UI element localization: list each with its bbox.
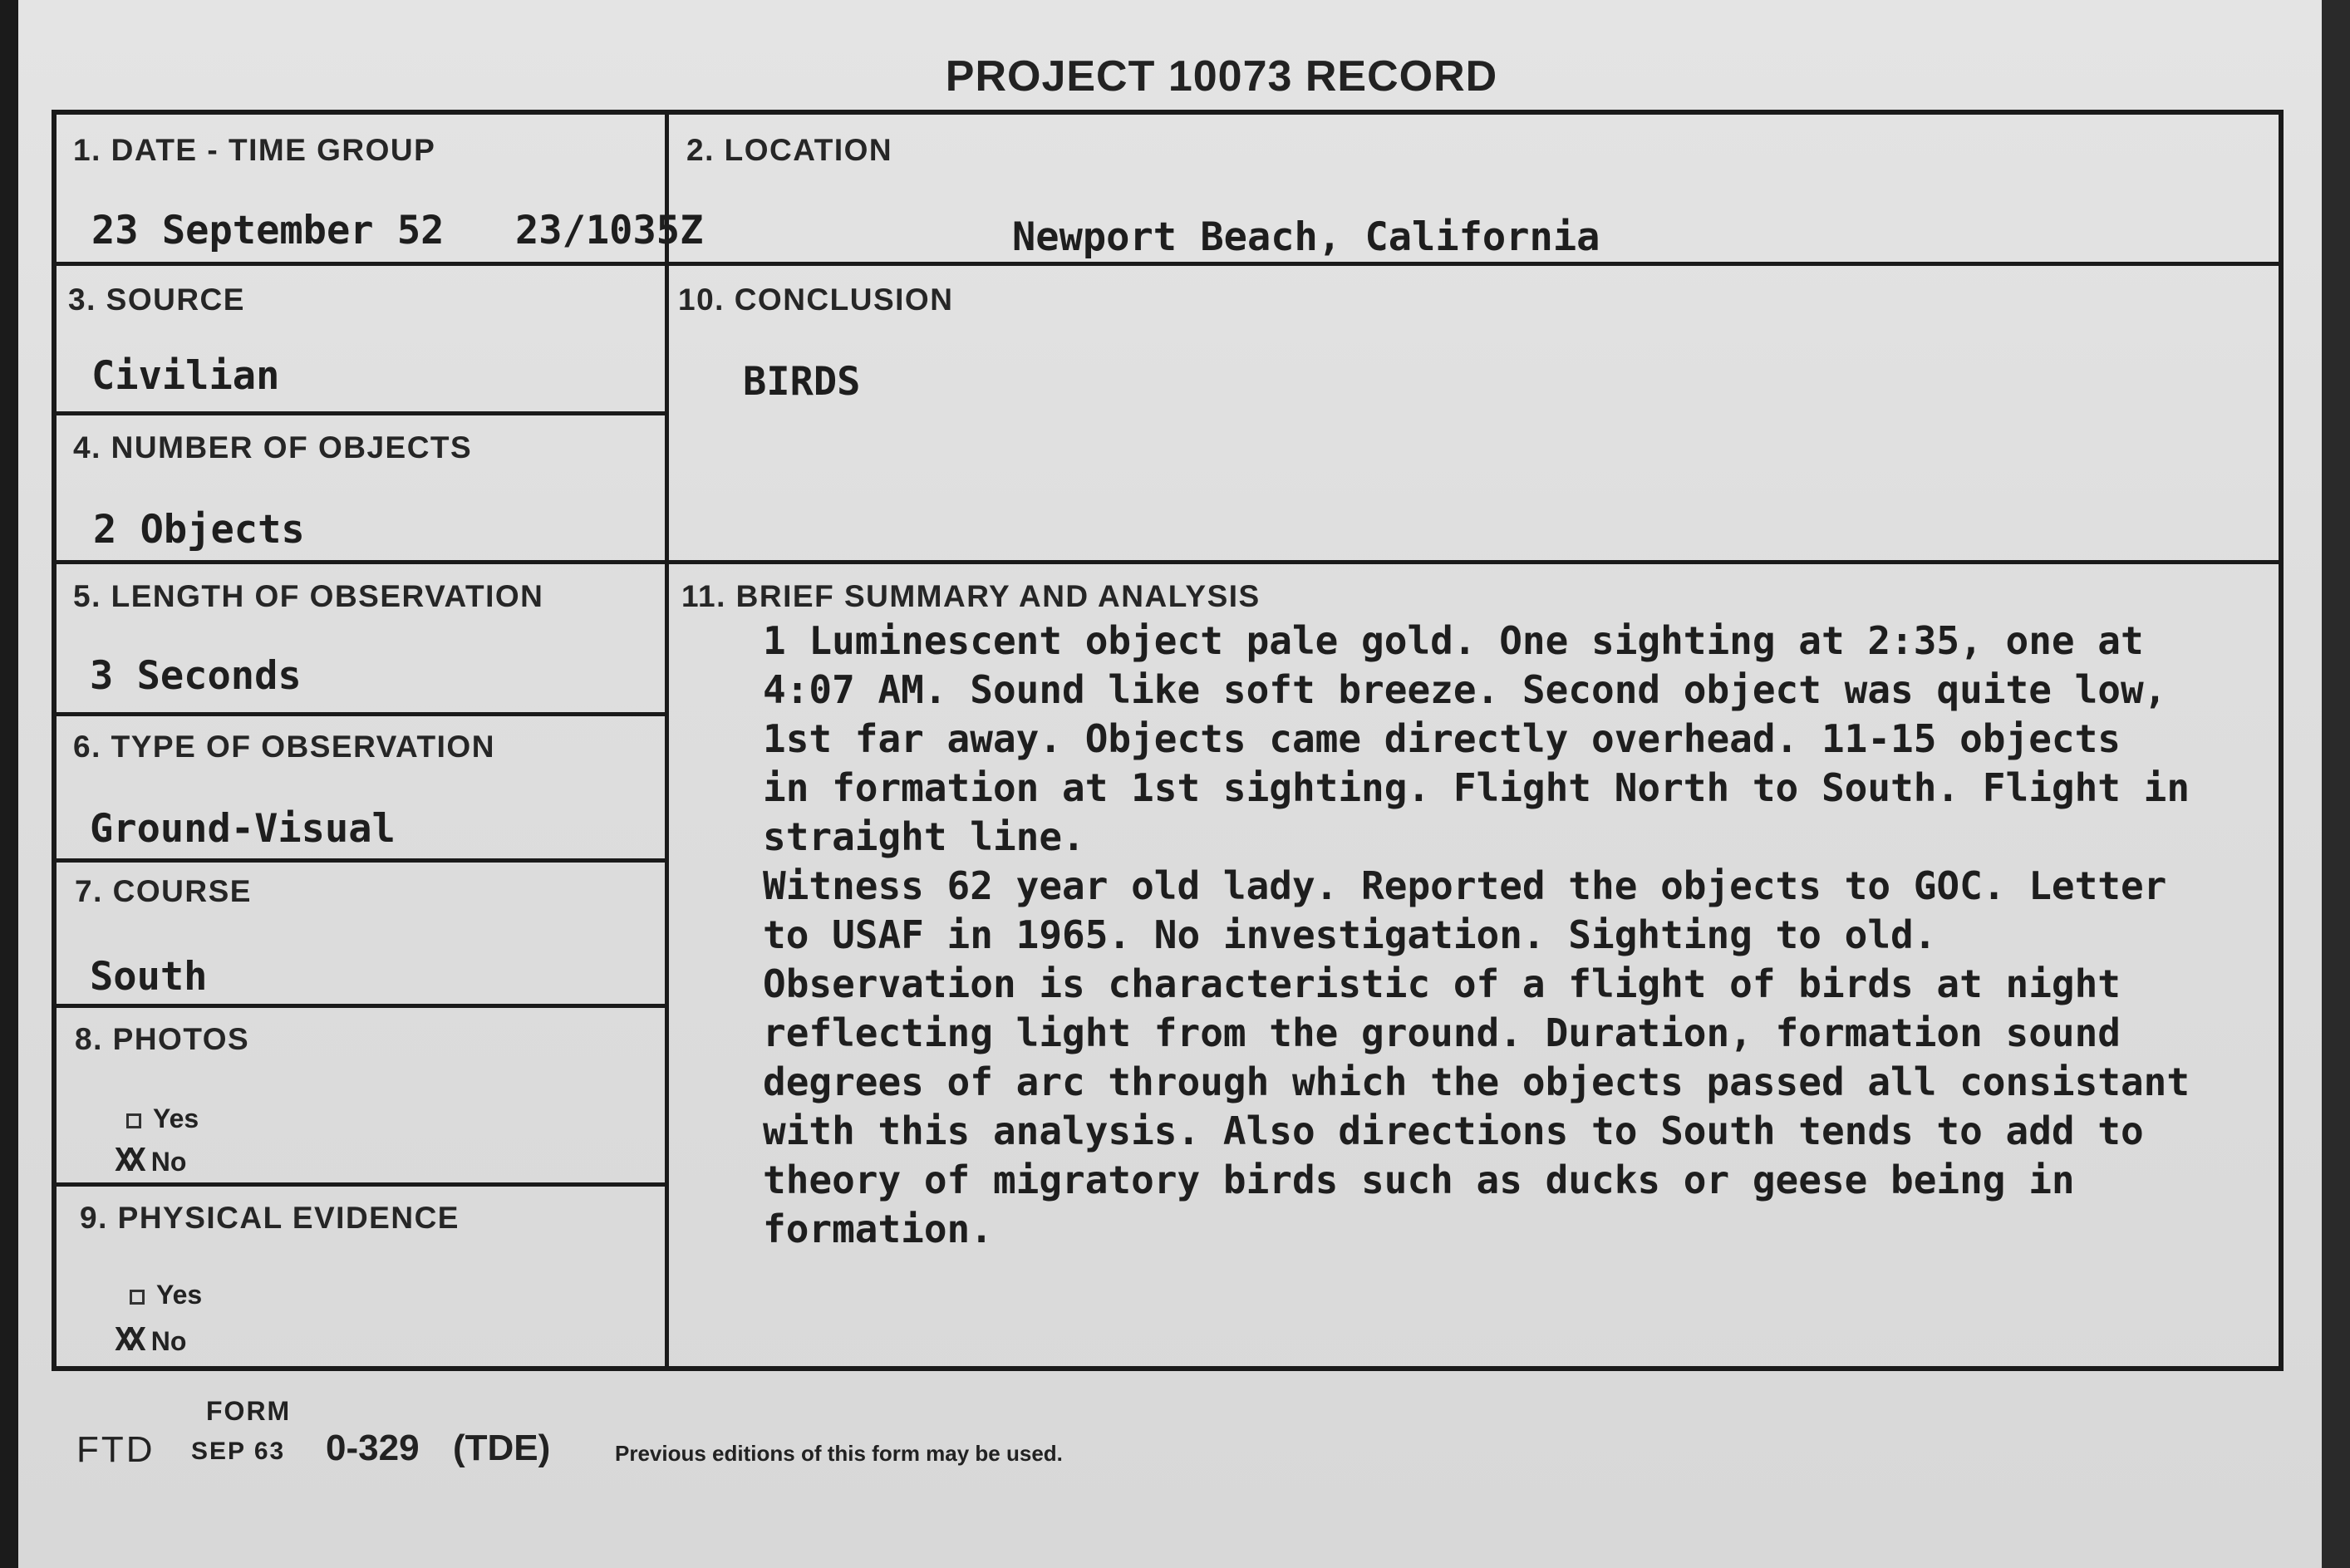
typed-x-mark: XX (115, 1321, 140, 1358)
row-divider-source (52, 411, 666, 415)
number-of-objects-value: 2 Objects (93, 507, 305, 553)
form-word: FORM (206, 1396, 292, 1426)
physical-evidence-label: 9. PHYSICAL EVIDENCE (80, 1201, 460, 1235)
summary-line: 1 Luminescent object pale gold. One sighting at 2:35, one at (763, 618, 2144, 663)
type-of-observation-label: 6. TYPE OF OBSERVATION (73, 730, 495, 764)
row-divider-type (52, 858, 666, 863)
source-label: 3. SOURCE (68, 283, 245, 317)
scan-edge-right (2322, 0, 2350, 1568)
evidence-no-option[interactable] (115, 1321, 186, 1358)
summary-line: Observation is characteristic of a flight of birds at night (763, 961, 2121, 1006)
checkbox-icon (130, 1290, 145, 1305)
course-label: 7. COURSE (75, 874, 252, 908)
scan-edge-left (0, 0, 18, 1568)
typed-x-mark: XX (115, 1142, 140, 1178)
form-title: PROJECT 10073 RECORD (945, 52, 1498, 101)
form-ftd: FTD (76, 1429, 155, 1470)
summary-line: in formation at 1st sighting. Flight North to South. Flight in (763, 765, 2190, 810)
summary-line: straight line. (763, 814, 1085, 859)
evidence-yes-option[interactable] (130, 1280, 202, 1310)
number-of-objects-label: 4. NUMBER OF OBJECTS (73, 430, 473, 465)
summary-line: degrees of arc through which the objects passed all consistant (763, 1059, 2190, 1104)
summary-line: 1st far away. Objects came directly overhead. 11-15 objects (763, 716, 2121, 761)
type-of-observation-value: Ground-Visual (90, 806, 396, 852)
source-value: Civilian (91, 353, 280, 399)
row-divider-date (52, 262, 2284, 266)
form-date: SEP 63 (191, 1438, 286, 1465)
photos-yes-option[interactable] (126, 1103, 199, 1134)
photos-no-option[interactable] (115, 1142, 186, 1178)
course-value: South (90, 954, 208, 1000)
row-divider-photos (52, 1182, 666, 1187)
row-divider-course (52, 1004, 666, 1008)
time-value: 23/1035Z (515, 208, 704, 253)
form-number: 0-329 (326, 1428, 420, 1468)
location-label: 2. LOCATION (686, 133, 893, 167)
photos-no-label: No (150, 1147, 187, 1177)
summary-line: reflecting light from the ground. Duration, formation sound (763, 1010, 2121, 1055)
row-divider-length (52, 712, 666, 716)
date-value: 23 September 52 (91, 208, 445, 253)
conclusion-value: BIRDS (743, 359, 861, 405)
evidence-no-label: No (150, 1326, 187, 1356)
location-value: Newport Beach, California (1012, 214, 1600, 260)
summary-line: formation. (763, 1207, 993, 1251)
evidence-yes-label: Yes (156, 1280, 203, 1310)
summary-line: Witness 62 year old lady. Reported the objects to GOC. Letter (763, 863, 2167, 908)
form-code: (TDE) (453, 1428, 551, 1468)
summary-line: theory of migratory birds such as ducks or geese being in (763, 1158, 2075, 1202)
date-time-label: 1. DATE - TIME GROUP (73, 133, 436, 167)
form-footnote: Previous editions of this form may be used. (615, 1441, 1063, 1466)
row-divider-number (52, 560, 2284, 564)
summary-text (763, 617, 2284, 1254)
checkbox-icon (126, 1113, 141, 1128)
length-value: 3 Seconds (90, 653, 302, 699)
summary-line: 4:07 AM. Sound like soft breeze. Second object was quite low, (763, 667, 2167, 712)
conclusion-label: 10. CONCLUSION (678, 283, 954, 317)
summary-label: 11. BRIEF SUMMARY AND ANALYSIS (681, 579, 1261, 613)
photos-yes-label: Yes (153, 1103, 199, 1133)
summary-line: to USAF in 1965. No investigation. Sighting to old. (763, 912, 1937, 957)
summary-line: with this analysis. Also directions to South tends to add to (763, 1108, 2144, 1153)
photos-label: 8. PHOTOS (75, 1022, 250, 1056)
length-label: 5. LENGTH OF OBSERVATION (73, 579, 544, 613)
